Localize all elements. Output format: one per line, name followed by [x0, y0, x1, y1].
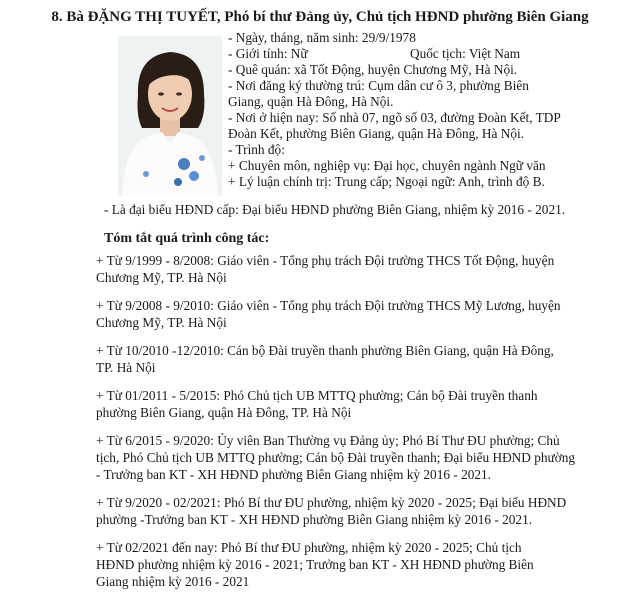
- career-entry: [96, 494, 574, 528]
- career-entry: [96, 342, 574, 376]
- career-entry: [96, 387, 574, 421]
- career-entry: [96, 297, 574, 331]
- career-entry-line: phường -Trưởng ban KT - XH HĐND phường Biên Giang nhiệm kỳ 2016 - 2021.: [96, 512, 533, 527]
- career-list: [96, 252, 574, 601]
- career-entry-line: + Từ 9/2020 - 02/2021: Phó Bí thư ĐU phường, nhiệm kỳ 2020 - 2025; Đại biểu HĐND: [96, 495, 567, 510]
- gender-row: [228, 46, 628, 62]
- current-address-line2: Đoàn Kết, phường Biên Giang, quận Hà Đông, Hà Nội.: [228, 126, 525, 141]
- career-entry-line: tịch, Phó Chủ tịch UB MTTQ phường; Cán bộ Đài truyền thanh; Đại biểu HĐND phường: [96, 450, 576, 465]
- career-entry-line: - Trưởng ban KT - XH HĐND phường Biên Giang nhiệm kỳ 2016 - 2021.: [96, 467, 491, 482]
- portrait-illustration: [118, 36, 222, 196]
- career-summary-title: Tóm tắt quá trình công tác:: [104, 231, 270, 246]
- delegate-status: - Là đại biểu HĐND cấp: Đại biểu HĐND phường Biên Giang, nhiệm kỳ 2016 - 2021.: [104, 202, 566, 217]
- education-label: - Trình độ:: [228, 142, 285, 157]
- career-entry-line: Chương Mỹ, TP. Hà Nội: [96, 315, 227, 330]
- career-entry: [96, 539, 574, 590]
- career-entry-line: + Từ 10/2010 -12/2010: Cán bộ Đài truyền thanh phường Biên Giang, quận Hà Đông,: [96, 343, 554, 358]
- career-entry-line: HĐND phường nhiệm kỳ 2016 - 2021; Trưởng ban KT - XH HĐND phường Biên: [96, 557, 534, 572]
- current-address-line1: - Nơi ở hiện nay: Số nhà 07, ngõ số 03, đường Đoàn Kết, TDP: [228, 110, 561, 125]
- political-theory: + Lý luận chính trị: Trung cấp; Ngoại ngữ: Anh, trình độ B.: [228, 174, 545, 189]
- profile-heading: 8. Bà ĐẶNG THỊ TUYẾT, Phó bí thư Đảng ủy, Chủ tịch HĐND phường Biên Giang: [51, 9, 589, 25]
- portrait-photo: [118, 36, 222, 196]
- career-entry-line: TP. Hà Nội: [96, 360, 156, 375]
- career-entry-line: + Từ 6/2015 - 9/2020: Ủy viên Ban Thường vụ Đảng ủy; Phó Bí Thư ĐU phường; Chủ: [96, 433, 560, 448]
- specialty: + Chuyên môn, nghiệp vụ: Đại học, chuyên ngành Ngữ văn: [228, 158, 546, 173]
- birth-date: - Ngày, tháng, năm sinh: 29/9/1978: [228, 30, 416, 45]
- career-entry-line: + Từ 01/2011 - 5/2015: Phó Chủ tịch UB MTTQ phường; Cán bộ Đài truyền thanh: [96, 388, 538, 403]
- career-entry-line: phường Biên Giang, quận Hà Đông, TP. Hà Nội: [96, 405, 352, 420]
- career-entry: [96, 252, 574, 286]
- gender: - Giới tính: Nữ: [228, 46, 308, 61]
- registered-address-line2: Giang, quận Hà Đông, Hà Nội.: [228, 94, 394, 109]
- career-entry-line: + Từ 9/2008 - 9/2010: Giáo viên - Tổng phụ trách Đội trường THCS Mỹ Lương, huyện: [96, 298, 561, 313]
- hometown: - Quê quán: xã Tốt Động, huyện Chương Mỹ, Hà Nội.: [228, 62, 518, 77]
- registered-address-line1: - Nơi đăng ký thường trú: Cụm dân cư ô 3, phường Biên: [228, 78, 529, 93]
- career-entry: [96, 432, 574, 483]
- nationality: Quốc tịch: Việt Nam: [410, 46, 521, 61]
- career-entry-line: Giang nhiệm kỳ 2016 - 2021: [96, 574, 250, 589]
- career-entry-line: + Từ 02/2021 đến nay: Phó Bí thư ĐU phường, nhiệm kỳ 2020 - 2025; Chủ tịch: [96, 540, 522, 555]
- profile-info: [228, 30, 628, 190]
- career-entry-line: + Từ 9/1999 - 8/2008: Giáo viên - Tổng phụ trách Đội trường THCS Tốt Động, huyện: [96, 253, 555, 268]
- career-entry-line: Chương Mỹ, TP. Hà Nội: [96, 270, 227, 285]
